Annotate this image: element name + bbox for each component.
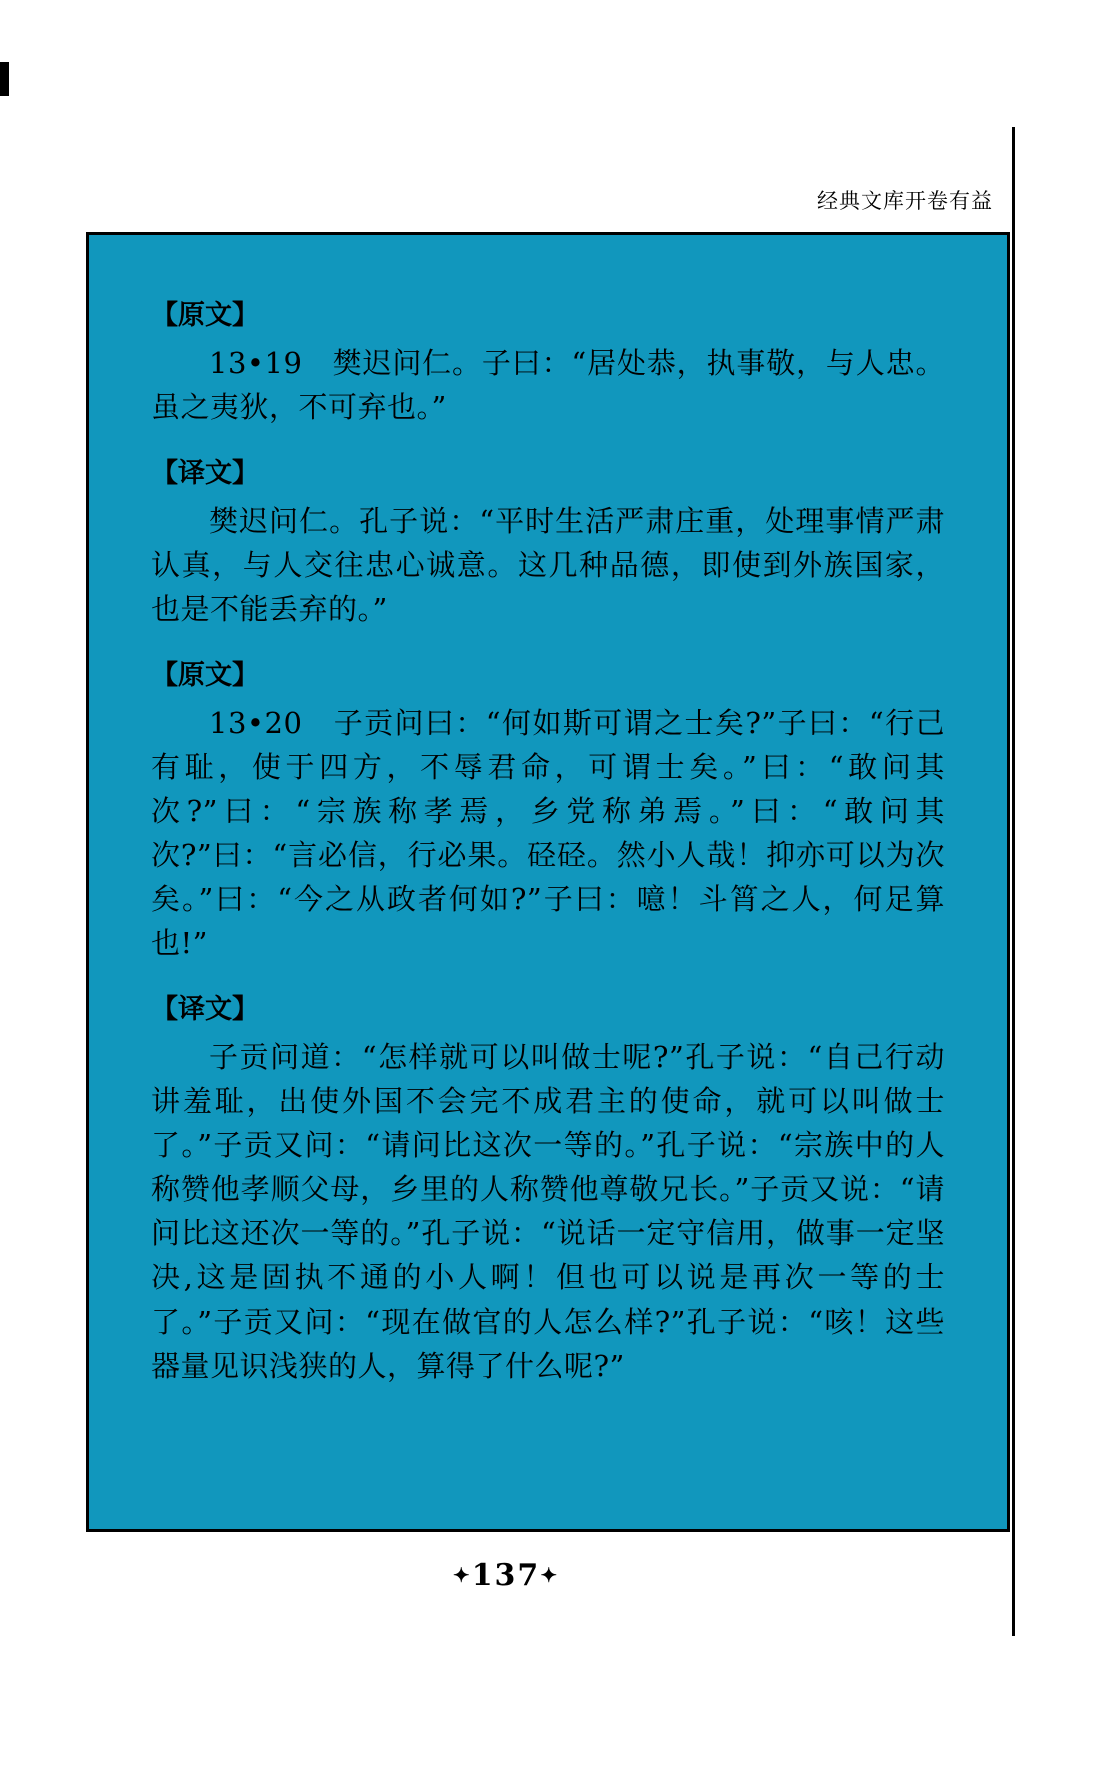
section-paragraph-translation-1: 樊迟问仁。孔子说：“平时生活严肃庄重，处理事情严肃认真，与人交往忠心诚意。这几种品德，即使到外族国家，也是不能丢弃的。” <box>151 503 945 626</box>
section-label-original-2: 【原文】 <box>151 659 259 691</box>
page-footer <box>0 1558 1012 1593</box>
folio-ornament-right: ✦ <box>540 1563 560 1587</box>
section-label-translation-2: 【译文】 <box>151 994 259 1026</box>
content-panel <box>86 232 1010 1532</box>
section-paragraph-translation-2: 子贡问道：“怎样就可以叫做士呢?”孔子说：“自己行动讲羞耻，出使外国不会完不成君主的使命，就可以叫做士了。”子贡又问：“请问比这次一等的。”孔子说：“宗族中的人称赞他孝顺父母，乡里的人称赞他尊敬兄长。”子贡又说：“请问比这还次一等的。”孔子说：“说话一定守信用，做事一定坚决,这是固执不通的小人啊！但也可以说是再次一等的士了。”子贡又问：“现在做官的人怎么样?”孔子说：“咳！这些器量见识浅狭的人，算得了什么呢?” <box>151 1040 945 1383</box>
section-paragraph-original-1: 13•19 樊迟问仁。子曰：“居处恭，执事敬，与人忠。虽之夷狄，不可弃也。” <box>151 345 945 424</box>
section-label-translation-1: 【译文】 <box>151 457 259 489</box>
content-panel-inner <box>89 235 1007 1408</box>
page-vertical-rule <box>1012 127 1015 1636</box>
page-number: 137 <box>471 1558 541 1593</box>
section-label-original-1: 【原文】 <box>151 300 259 331</box>
folio-ornament-left: ✦ <box>452 1563 472 1587</box>
running-head: 经典文库开卷有益 <box>817 189 993 213</box>
section-paragraph-original-2: 13•20 子贡问曰：“何如斯可谓之士矣?”子曰：“行己有耻，使于四方，不辱君命，可谓士矣。”曰：“敢问其次?”曰：“宗族称孝焉，乡党称弟焉。”曰：“敢问其次?”曰：“言必信，行必果。硁硁。然小人哉！抑亦可以为次矣。”曰：“今之从政者何如?”子曰：噫！斗筲之人，何足算也!” <box>151 705 945 961</box>
